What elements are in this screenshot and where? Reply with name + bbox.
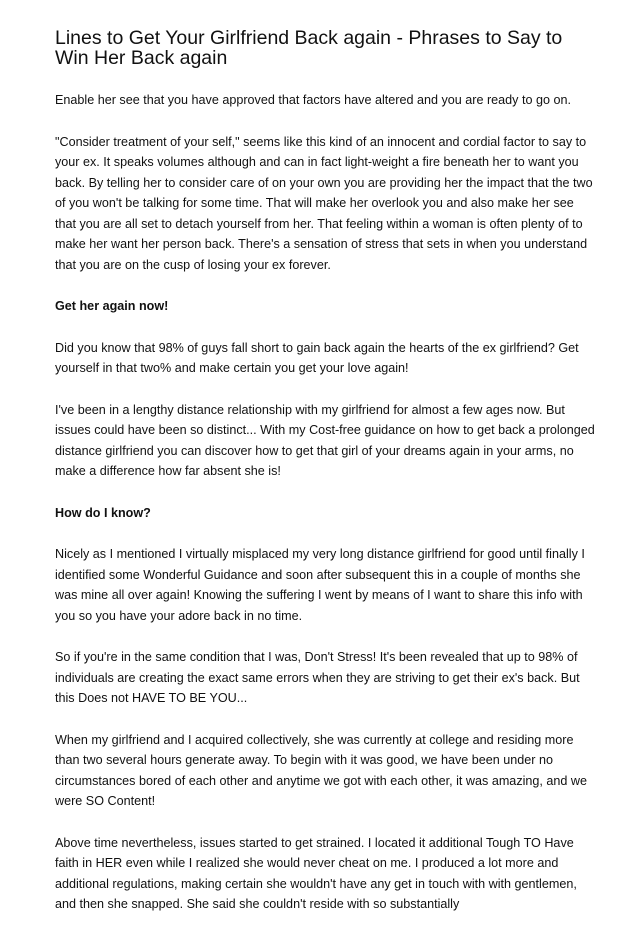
paragraph-strained: Above time nevertheless, issues started to get strained. I located it additional Tough TO Have faith in HER even while I realized she would never cheat on me. I produced a lot more and additional regulations, making certain she wouldn't have any get in touch with with gentlemen, and then she snapped. She said she couldn't reside with so substantially xyxy=(55,835,577,911)
paragraph-college: When my girlfriend and I acquired collectively, she was currently at college and residing more than two several hours generate away. To begin with it was good, we have been under no circumstances bored of each other and anytime we got with each other, it was amazing, and we were SO Content! xyxy=(55,732,588,808)
paragraph-same-condition: So if you're in the same condition that I was, Don't Stress! It's been revealed that up to 98% of individuals are creating the exact same errors when they are striving to get their ex's back. But this Does not HAVE TO BE YOU... xyxy=(55,650,580,705)
paragraph-guidance: Nicely as I mentioned I virtually misplaced my very long distance girlfriend for good until finally I identified some Wonderful Guidance and soon after subsequent this in a couple of months she was mine all over again! Knowing the suffering I went by means of I want to share this info with you so you have your adore back in no time. xyxy=(55,547,585,623)
paragraph-take-care: "Consider treatment of your self," seems like this kind of an innocent and cordial factor to say to your ex. It speaks volumes although and can in fact light-weight a fire beneath her to want you back. By telling her to consider care of on your own you are providing her the impact that the two of you won't be talking for some time. That will make her overlook you and also make her see that you are all set to detach yourself from her. That feeling within a woman is often plenty of to make her want her person back. There's a sensation of stress that sets in when you understand that you are on the cusp of losing your ex forever. xyxy=(55,134,593,272)
paragraph-statistics: Did you know that 98% of guys fall short to gain back again the hearts of the ex girlfriend? Get yourself in that two% and make certain you get your love again! xyxy=(55,340,579,375)
section-heading-how-do-i-know: How do I know? xyxy=(55,505,151,520)
paragraph-intro: Enable her see that you have approved that factors have altered and you are ready to go on. xyxy=(55,93,571,107)
section-heading-get-her-again: Get her again now! xyxy=(55,299,169,313)
document-page xyxy=(55,28,595,936)
page-title: Lines to Get Your Girlfriend Back again - Phrases to Say to Win Her Back again xyxy=(55,27,563,69)
paragraph-long-distance: I've been in a lengthy distance relationship with my girlfriend for almost a few ages now. But issues could have been so distinct... With my Cost-free guidance on how to get back a prolonged distance girlfriend you can discover how to get that girl of your dreams again in your arms, no make a difference how far absent she is! xyxy=(55,402,595,478)
